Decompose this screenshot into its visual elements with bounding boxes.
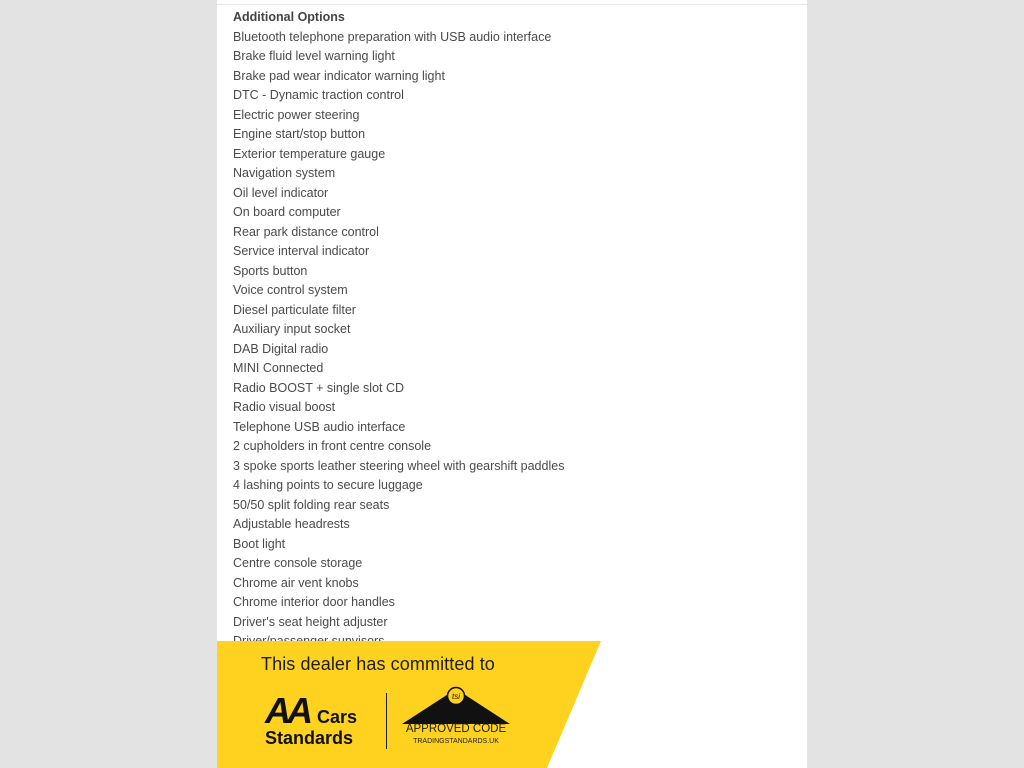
- options-section: [233, 8, 793, 652]
- option-item: Bluetooth telephone preparation with USB audio interface: [233, 29, 552, 44]
- option-item: On board computer: [233, 205, 341, 219]
- option-item: Oil level indicator: [233, 185, 329, 200]
- option-item: 3 spoke sports leather steering wheel with gearshift paddles: [233, 458, 565, 473]
- option-item: 2 cupholders in front centre console: [233, 439, 432, 453]
- option-item: Exterior temperature gauge: [233, 146, 386, 161]
- options-heading: Additional Options: [233, 10, 345, 24]
- option-item: Sports button: [233, 263, 308, 278]
- option-item: Chrome interior door handles: [233, 595, 395, 609]
- tsi-triangle-icon: [400, 685, 512, 725]
- option-item: Rear park distance control: [233, 224, 379, 239]
- tsi-approved-text: APPROVED CODE: [405, 723, 507, 735]
- banner-divider: [386, 693, 387, 749]
- aa-cars-standards-logo: [265, 689, 375, 751]
- option-item: Electric power steering: [233, 107, 360, 122]
- option-item: DAB Digital radio: [233, 341, 329, 356]
- aa-dealer-banner[interactable]: [217, 641, 601, 768]
- option-item: Adjustable headrests: [233, 517, 350, 531]
- option-item: Telephone USB audio interface: [233, 419, 406, 434]
- option-item: Boot light: [233, 536, 286, 551]
- option-item: Driver's seat height adjuster: [233, 614, 388, 629]
- option-item: Service interval indicator: [233, 244, 370, 258]
- option-item: Diesel particulate filter: [233, 302, 356, 317]
- aa-logo-cars: Cars: [317, 707, 358, 727]
- option-item: 50/50 split folding rear seats: [233, 497, 390, 512]
- divider-line: [217, 4, 807, 5]
- option-item: 4 lashing points to secure luggage: [233, 478, 423, 492]
- tsi-url-text: TRADINGSTANDARDS.UK: [413, 738, 499, 745]
- option-item: Engine start/stop button: [233, 127, 366, 141]
- option-item: MINI Connected: [233, 361, 324, 375]
- option-item: Auxiliary input socket: [233, 322, 351, 336]
- option-item: Brake fluid level warning light: [233, 49, 395, 63]
- option-item: Voice control system: [233, 283, 348, 297]
- option-item: Brake pad wear indicator warning light: [233, 68, 445, 83]
- option-item: Radio visual boost: [233, 400, 336, 414]
- aa-logo-standards: Standards: [265, 728, 354, 748]
- aa-logo-mark: AA: [265, 690, 309, 731]
- option-item: Chrome air vent knobs: [233, 575, 359, 590]
- option-item: Centre console storage: [233, 556, 363, 570]
- options-list: [233, 28, 793, 652]
- tsi-badge-text: tsi: [452, 692, 460, 701]
- tsi-approved-code-logo: [400, 685, 512, 757]
- banner-text: This dealer has committed to: [261, 654, 495, 674]
- option-item: Navigation system: [233, 166, 336, 180]
- option-item: Radio BOOST + single slot CD: [233, 380, 405, 395]
- option-item: DTC - Dynamic traction control: [233, 88, 404, 102]
